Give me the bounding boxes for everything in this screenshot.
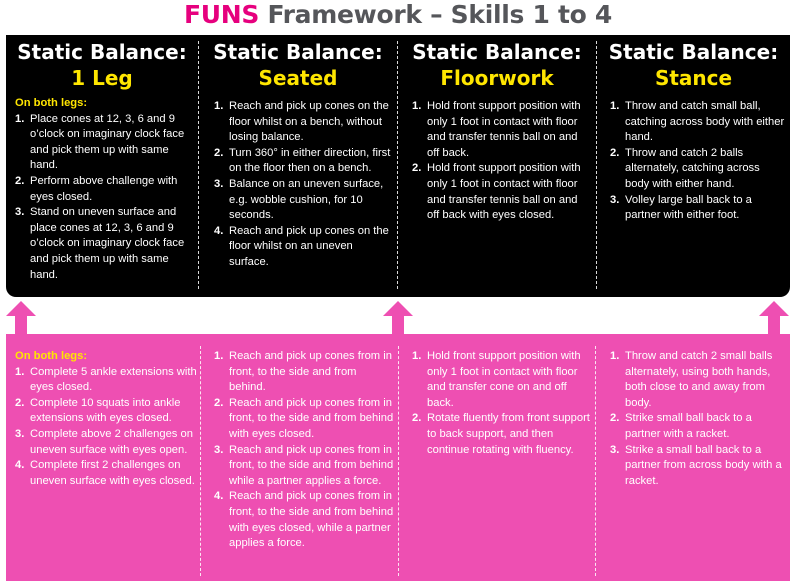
title-rest: Framework – Skills 1 to 4 [267, 0, 613, 29]
up-arrow-icon [757, 299, 791, 339]
list-item: 4. Complete first 2 challenges on uneven surface with eyes closed. [15, 459, 195, 487]
list-item: 3. Stand on uneven surface and place cones at 12, 3, 6 and 9 o’clock on imaginary clock face and pick them up with same hand. [15, 206, 185, 281]
skill-list [412, 99, 590, 224]
list-item: 2. Rotate fluently from front support to back support, and then continue rotating with fluency. [412, 412, 590, 456]
up-arrow-icon [381, 299, 415, 339]
column-stance-extended [596, 334, 790, 581]
list-item: 1. Reach and pick up cones on the floor whilst on a bench, without losing balance. [214, 100, 389, 144]
column-content [412, 99, 590, 224]
list-item: 1. Place cones at 12, 3, 6 and 9 o’clock on imaginary clock face and pick them up with same hand. [15, 112, 185, 172]
skill-list [214, 99, 394, 271]
list-item: 1. Reach and pick up cones from in front, to the side and from behind. [214, 350, 392, 394]
heading-line-1: Static Balance: [412, 40, 582, 64]
column-floorwork-extended [399, 334, 595, 581]
column-heading [597, 39, 790, 91]
list-item: 4. Reach and pick up cones on the floor whilst on an uneven surface. [214, 224, 389, 268]
heading-line-1: Static Balance: [213, 40, 383, 64]
column-content [610, 99, 786, 224]
list-item: 1. Throw and catch 2 small balls alternately, using both hands, both close to and away from body. [610, 350, 773, 409]
column-heading [6, 39, 198, 91]
skill-list [15, 112, 193, 284]
list-item: 4. Reach and pick up cones from in front, to the side and from behind with eyes closed, while a partner applies a force. [214, 490, 394, 550]
column-floorwork [398, 35, 596, 297]
list-item: 2. Turn 360° in either direction, first on the floor then on a bench. [214, 146, 391, 175]
column-stance [597, 35, 790, 297]
list-item: 2. Hold front support position with only 1 foot in contact with floor and transfer tennis ball on and off back with eyes closed. [412, 162, 581, 222]
subheading: On both legs: [15, 97, 88, 109]
column-content [412, 349, 590, 458]
column-content [15, 349, 197, 489]
skill-list [610, 349, 784, 489]
column-content [15, 96, 193, 283]
heading-line-2: Floorwork [440, 66, 554, 90]
column-content [214, 349, 396, 552]
list-item: 1. Hold front support position with only 1 foot in contact with floor and transfer cone on and off back. [412, 350, 581, 409]
list-item: 2. Throw and catch 2 balls alternately, catching across body with either hand. [610, 146, 760, 190]
column-heading [199, 39, 397, 91]
list-item: 3. Volley large ball back to a partner with either foot. [610, 193, 752, 222]
column-seated [199, 35, 397, 297]
list-item: 2. Complete 10 squats into ankle extensions with eyes closed. [15, 396, 181, 425]
heading-line-1: Static Balance: [17, 40, 187, 64]
column-1-leg-extended [6, 334, 200, 581]
skill-list [412, 349, 590, 458]
list-item: 1. Complete 5 ankle extensions with eyes closed. [15, 365, 197, 394]
skill-list [214, 349, 396, 552]
skill-list [15, 365, 197, 490]
list-item: 2. Reach and pick up cones from in front, to the side and from behind with eyes closed. [214, 396, 394, 440]
skill-list [610, 99, 786, 224]
list-item: 3. Reach and pick up cones from in front, to the side and from behind while a partner applies a force. [214, 443, 394, 487]
subheading: On both legs: [15, 350, 88, 362]
heading-line-1: Static Balance: [608, 40, 779, 64]
list-item: 3. Strike a small ball back to a partner from across body with a racket. [610, 443, 782, 487]
list-item: 2. Perform above challenge with eyes closed. [15, 174, 178, 203]
list-item: 2. Strike small ball back to a partner with a racket. [610, 412, 752, 440]
column-content [610, 349, 784, 489]
page-title [0, 0, 796, 30]
up-arrow-icon [4, 299, 38, 339]
column-heading [398, 39, 596, 91]
list-item: 3. Complete above 2 challenges on uneven surface with eyes open. [15, 427, 193, 456]
heading-line-2: 1 Leg [71, 66, 133, 90]
column-1-leg [6, 35, 198, 297]
skills-panel-bottom [6, 334, 790, 581]
column-seated-extended [201, 334, 398, 581]
column-content [214, 99, 394, 271]
list-item: 1. Throw and catch small ball, catching across body with either hand. [610, 100, 785, 144]
list-item: 1. Hold front support position with only 1 foot in contact with floor and transfer tennis ball on and off back. [412, 100, 581, 159]
heading-line-2: Stance [654, 66, 733, 90]
title-accent: FUNS [183, 0, 260, 29]
heading-line-2: Seated [258, 66, 338, 90]
skills-panel-top [6, 35, 790, 297]
list-item: 3. Balance on an uneven surface, e.g. wobble cushion, for 10 seconds. [214, 177, 384, 222]
